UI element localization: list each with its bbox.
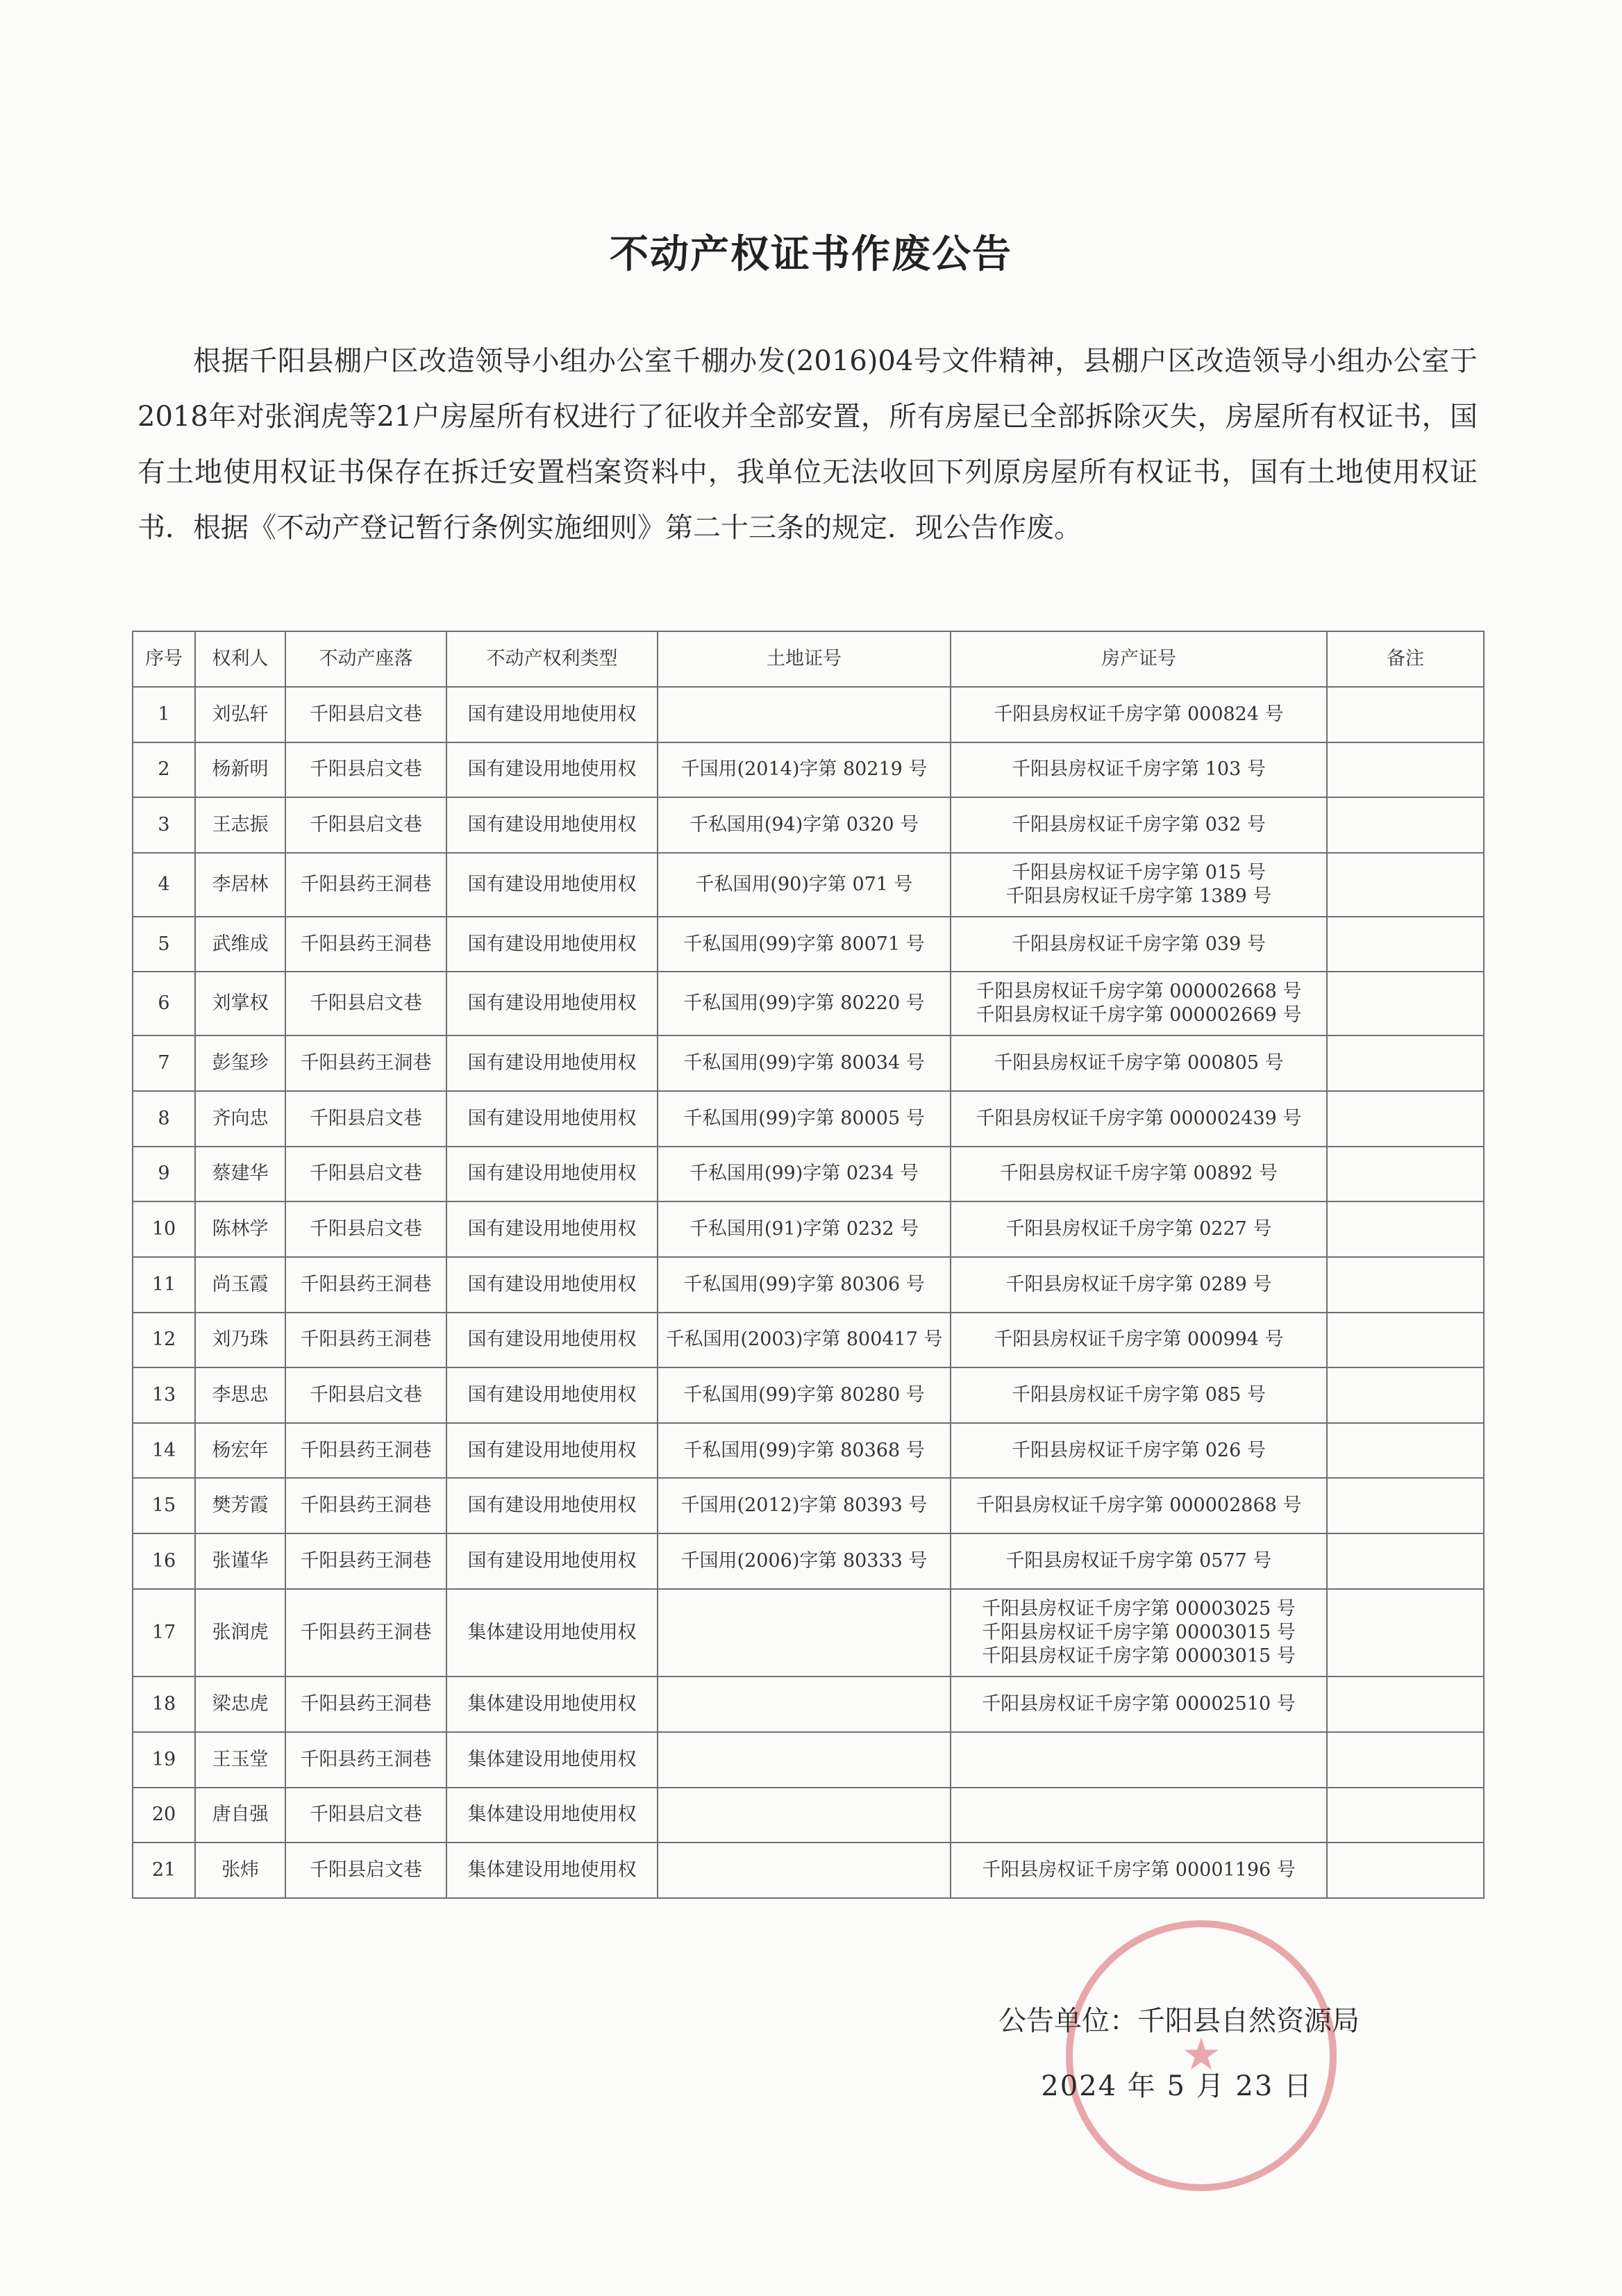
cell-right-type: 国有建设用地使用权 [446, 1147, 658, 1202]
cell-no: 5 [133, 917, 195, 972]
cell-right-type: 国有建设用地使用权 [446, 1257, 658, 1313]
table-row [133, 1257, 1484, 1313]
cell-location: 千阳县药王洞巷 [285, 1423, 446, 1479]
cell-holder: 李居林 [195, 853, 285, 917]
table-row [133, 742, 1484, 798]
cell-no: 10 [133, 1201, 195, 1257]
table-row [133, 1367, 1484, 1423]
cell-note [1327, 853, 1484, 917]
cell-house-cert [951, 1677, 1327, 1732]
table-row [133, 1423, 1484, 1479]
official-seal [1055, 1910, 1347, 2202]
cell-note [1327, 797, 1484, 853]
cell-land-cert: 千国用(2012)字第 80393 号 [658, 1478, 951, 1533]
cell-right-type: 国有建设用地使用权 [446, 1035, 658, 1091]
cell-house-cert [951, 1035, 1327, 1091]
cell-note [1327, 1842, 1484, 1898]
cell-holder: 张润虎 [195, 1589, 285, 1677]
cell-location: 千阳县启文巷 [285, 972, 446, 1035]
cell-location: 千阳县药王洞巷 [285, 1478, 446, 1533]
cell-holder: 陈林学 [195, 1201, 285, 1257]
cell-holder: 樊芳霞 [195, 1478, 285, 1533]
cell-right-type: 国有建设用地使用权 [446, 853, 658, 917]
table-row [133, 1788, 1484, 1843]
table-row [133, 1533, 1484, 1589]
cell-location: 千阳县启文巷 [285, 687, 446, 742]
cell-holder: 王志振 [195, 797, 285, 853]
table-row [133, 687, 1484, 742]
notice-paragraph: 根据千阳县棚户区改造领导小组办公室千棚办发(2016)04号文件精神，县棚户区改造领导小组办公室于2018年对张润虎等21户房屋所有权进行了征收并全部安置，所有房屋已全部拆除灭失，房屋所有权证书，国有土地使用权证书保存在拆迁安置档案资料中，我单位无法收回下列原房屋所有权证书，国有土地使用权证书．根据《不动产登记暂行条例实施细则》第二十三条的规定．现公告作废。 [137, 345, 1478, 544]
issuer: 公告单位：千阳县自然资源局 [998, 2005, 1360, 2037]
cell-note [1327, 1478, 1484, 1533]
cell-house-cert [951, 1533, 1327, 1589]
col-header-holder: 权利人 [195, 631, 285, 687]
table-row [133, 972, 1484, 1035]
cell-no: 19 [133, 1732, 195, 1788]
cell-note [1327, 1677, 1484, 1732]
cell-land-cert: 千私国用(99)字第 0234 号 [658, 1147, 951, 1202]
cell-house-cert [951, 1842, 1327, 1898]
cell-land-cert: 千私国用(90)字第 071 号 [658, 853, 951, 917]
svg-text:★: ★ [1181, 2029, 1221, 2081]
cell-holder: 王玉堂 [195, 1732, 285, 1788]
cell-location: 千阳县药王洞巷 [285, 1589, 446, 1677]
cell-no: 2 [133, 742, 195, 798]
cell-location: 千阳县药王洞巷 [285, 1313, 446, 1368]
col-header-no: 序号 [133, 631, 195, 687]
cell-holder: 刘掌权 [195, 972, 285, 1035]
cell-note [1327, 1423, 1484, 1479]
cell-no: 13 [133, 1367, 195, 1423]
cell-location: 千阳县启文巷 [285, 1091, 446, 1147]
cell-right-type: 集体建设用地使用权 [446, 1589, 658, 1677]
cell-no: 6 [133, 972, 195, 1035]
house-cert-line: 千阳县房权证千房字第 103 号 [1012, 758, 1266, 781]
cell-note [1327, 1147, 1484, 1202]
cell-house-cert [951, 972, 1327, 1035]
house-cert-line: 千阳县房权证千房字第 00003015 号 [982, 1645, 1296, 1667]
cell-no: 20 [133, 1788, 195, 1843]
cell-location: 千阳县启文巷 [285, 1788, 446, 1843]
cell-note [1327, 917, 1484, 972]
cell-note [1327, 1367, 1484, 1423]
cell-holder: 齐向忠 [195, 1091, 285, 1147]
cell-holder: 张谨华 [195, 1533, 285, 1589]
house-cert-line: 千阳县房权证千房字第 000805 号 [994, 1052, 1284, 1074]
house-cert-line: 千阳县房权证千房字第 039 号 [1012, 933, 1266, 955]
cell-land-cert: 千私国用(99)字第 80220 号 [658, 972, 951, 1035]
cell-land-cert: 千私国用(99)字第 80368 号 [658, 1423, 951, 1479]
cell-location: 千阳县药王洞巷 [285, 1257, 446, 1313]
table-row [133, 1201, 1484, 1257]
cell-land-cert: 千私国用(99)字第 80306 号 [658, 1257, 951, 1313]
cell-no: 7 [133, 1035, 195, 1091]
issue-date: 2024 年 5 月 23 日 [1041, 2070, 1313, 2102]
cell-no: 9 [133, 1147, 195, 1202]
page-title: 不动产权证书作废公告 [610, 232, 1012, 277]
cell-house-cert [951, 1423, 1327, 1479]
cell-land-cert: 千私国用(99)字第 80280 号 [658, 1367, 951, 1423]
cell-no: 3 [133, 797, 195, 853]
cell-no: 17 [133, 1589, 195, 1677]
col-header-location: 不动产座落 [285, 631, 446, 687]
cell-note [1327, 1732, 1484, 1788]
table-row [133, 1035, 1484, 1091]
cell-location: 千阳县药王洞巷 [285, 1035, 446, 1091]
cell-right-type: 国有建设用地使用权 [446, 1091, 658, 1147]
cell-location: 千阳县启文巷 [285, 797, 446, 853]
cell-right-type: 国有建设用地使用权 [446, 1367, 658, 1423]
house-cert-line: 千阳县房权证千房字第 0577 号 [1005, 1549, 1272, 1572]
house-cert-line: 千阳县房权证千房字第 00003025 号 [982, 1598, 1296, 1620]
cell-no: 4 [133, 853, 195, 917]
table-row [133, 1313, 1484, 1368]
cell-land-cert: 千国用(2006)字第 80333 号 [658, 1533, 951, 1589]
cell-location: 千阳县药王洞巷 [285, 853, 446, 917]
cell-holder: 武维成 [195, 917, 285, 972]
cell-note [1327, 687, 1484, 742]
cell-location: 千阳县药王洞巷 [285, 1533, 446, 1589]
table-row [133, 853, 1484, 917]
table-row [133, 1842, 1484, 1898]
cell-land-cert [658, 1732, 951, 1788]
table-header-row [133, 631, 1484, 687]
col-header-note: 备注 [1327, 631, 1484, 687]
cell-land-cert: 千私国用(2003)字第 800417 号 [658, 1313, 951, 1368]
cell-no: 21 [133, 1842, 195, 1898]
cell-location: 千阳县启文巷 [285, 1367, 446, 1423]
cell-location: 千阳县药王洞巷 [285, 1677, 446, 1732]
cell-land-cert [658, 1677, 951, 1732]
cell-note [1327, 1533, 1484, 1589]
cell-note [1327, 972, 1484, 1035]
cell-holder: 杨新明 [195, 742, 285, 798]
cell-house-cert [951, 1091, 1327, 1147]
col-header-house-cert: 房产证号 [951, 631, 1327, 687]
notice-body [137, 333, 1478, 556]
cell-land-cert: 千私国用(99)字第 80071 号 [658, 917, 951, 972]
house-cert-line: 千阳县房权证千房字第 000002439 号 [976, 1107, 1302, 1129]
house-cert-line: 千阳县房权证千房字第 000824 号 [994, 703, 1284, 725]
cell-note [1327, 1201, 1484, 1257]
cell-house-cert [951, 1367, 1327, 1423]
cell-right-type: 集体建设用地使用权 [446, 1788, 658, 1843]
cell-house-cert [951, 1732, 1327, 1788]
cell-land-cert [658, 1589, 951, 1677]
cell-location: 千阳县启文巷 [285, 1147, 446, 1202]
cell-right-type: 集体建设用地使用权 [446, 1842, 658, 1898]
cell-house-cert [951, 1788, 1327, 1843]
cell-no: 16 [133, 1533, 195, 1589]
cell-house-cert [951, 742, 1327, 798]
cell-right-type: 国有建设用地使用权 [446, 972, 658, 1035]
house-cert-line: 千阳县房权证千房字第 0227 号 [1005, 1218, 1272, 1240]
cell-house-cert [951, 853, 1327, 917]
cell-holder: 刘弘轩 [195, 687, 285, 742]
cell-location: 千阳县药王洞巷 [285, 917, 446, 972]
table-row [133, 1589, 1484, 1677]
cell-holder: 彭玺珍 [195, 1035, 285, 1091]
table-row [133, 1677, 1484, 1732]
cell-right-type: 集体建设用地使用权 [446, 1677, 658, 1732]
cell-house-cert [951, 1313, 1327, 1368]
cell-land-cert: 千国用(2014)字第 80219 号 [658, 742, 951, 798]
cell-right-type: 集体建设用地使用权 [446, 1732, 658, 1788]
house-cert-line: 千阳县房权证千房字第 00001196 号 [982, 1859, 1296, 1881]
cell-house-cert [951, 1478, 1327, 1533]
cell-right-type: 国有建设用地使用权 [446, 1478, 658, 1533]
cell-location: 千阳县启文巷 [285, 1842, 446, 1898]
cell-house-cert [951, 1147, 1327, 1202]
house-cert-line: 千阳县房权证千房字第 1389 号 [1005, 885, 1272, 907]
col-header-land-cert: 土地证号 [658, 631, 951, 687]
cell-holder: 尚玉霞 [195, 1257, 285, 1313]
cell-note [1327, 1788, 1484, 1843]
house-cert-line: 千阳县房权证千房字第 000994 号 [994, 1329, 1284, 1351]
cell-land-cert: 千私国用(91)字第 0232 号 [658, 1201, 951, 1257]
table-body [133, 687, 1484, 1898]
cell-right-type: 国有建设用地使用权 [446, 1201, 658, 1257]
cell-house-cert [951, 1201, 1327, 1257]
cell-holder: 张炜 [195, 1842, 285, 1898]
cell-right-type: 国有建设用地使用权 [446, 1533, 658, 1589]
house-cert-line: 千阳县房权证千房字第 000002668 号 [976, 981, 1302, 1003]
cell-land-cert: 千私国用(99)字第 80034 号 [658, 1035, 951, 1091]
house-cert-line: 千阳县房权证千房字第 026 号 [1012, 1439, 1266, 1461]
cell-no: 12 [133, 1313, 195, 1368]
cell-location: 千阳县药王洞巷 [285, 1732, 446, 1788]
cell-holder: 刘乃珠 [195, 1313, 285, 1368]
cell-house-cert [951, 797, 1327, 853]
cell-holder: 李思忠 [195, 1367, 285, 1423]
cell-note [1327, 742, 1484, 798]
table-row [133, 917, 1484, 972]
cell-land-cert [658, 1842, 951, 1898]
cell-land-cert [658, 687, 951, 742]
cell-location: 千阳县启文巷 [285, 742, 446, 798]
cell-no: 11 [133, 1257, 195, 1313]
house-cert-line: 千阳县房权证千房字第 00892 号 [999, 1163, 1278, 1185]
house-cert-line: 千阳县房权证千房字第 0289 号 [1005, 1273, 1272, 1295]
cell-holder: 蔡建华 [195, 1147, 285, 1202]
cell-note [1327, 1257, 1484, 1313]
cell-land-cert [658, 1788, 951, 1843]
cell-house-cert [951, 687, 1327, 742]
cell-no: 8 [133, 1091, 195, 1147]
table-row [133, 1478, 1484, 1533]
cell-holder: 杨宏年 [195, 1423, 285, 1479]
cell-no: 18 [133, 1677, 195, 1732]
table-row [133, 1732, 1484, 1788]
cell-right-type: 国有建设用地使用权 [446, 1423, 658, 1479]
house-cert-line: 千阳县房权证千房字第 000002669 号 [976, 1004, 1302, 1026]
house-cert-line: 千阳县房权证千房字第 032 号 [1012, 814, 1266, 836]
table-row [133, 1147, 1484, 1202]
house-cert-line: 千阳县房权证千房字第 085 号 [1012, 1384, 1266, 1406]
house-cert-line: 千阳县房权证千房字第 000002868 号 [976, 1495, 1302, 1517]
house-cert-line: 千阳县房权证千房字第 00003015 号 [982, 1622, 1296, 1644]
cell-no: 1 [133, 687, 195, 742]
table-row [133, 1091, 1484, 1147]
table-row [133, 797, 1484, 853]
cell-note [1327, 1313, 1484, 1368]
cell-house-cert [951, 1257, 1327, 1313]
cell-right-type: 国有建设用地使用权 [446, 742, 658, 798]
cell-right-type: 国有建设用地使用权 [446, 917, 658, 972]
cell-right-type: 国有建设用地使用权 [446, 797, 658, 853]
house-cert-line: 千阳县房权证千房字第 015 号 [1012, 861, 1266, 883]
records-table [132, 631, 1485, 1899]
cell-right-type: 国有建设用地使用权 [446, 687, 658, 742]
cell-land-cert: 千私国用(99)字第 80005 号 [658, 1091, 951, 1147]
cell-land-cert: 千私国用(94)字第 0320 号 [658, 797, 951, 853]
cell-no: 15 [133, 1478, 195, 1533]
cell-no: 14 [133, 1423, 195, 1479]
cell-note [1327, 1589, 1484, 1677]
cell-location: 千阳县启文巷 [285, 1201, 446, 1257]
cell-note [1327, 1091, 1484, 1147]
cell-holder: 梁忠虎 [195, 1677, 285, 1732]
cell-house-cert [951, 917, 1327, 972]
cell-holder: 唐自强 [195, 1788, 285, 1843]
house-cert-line: 千阳县房权证千房字第 00002510 号 [982, 1693, 1296, 1715]
cell-right-type: 国有建设用地使用权 [446, 1313, 658, 1368]
col-header-right-type: 不动产权利类型 [446, 631, 658, 687]
cell-house-cert [951, 1589, 1327, 1677]
cell-note [1327, 1035, 1484, 1091]
